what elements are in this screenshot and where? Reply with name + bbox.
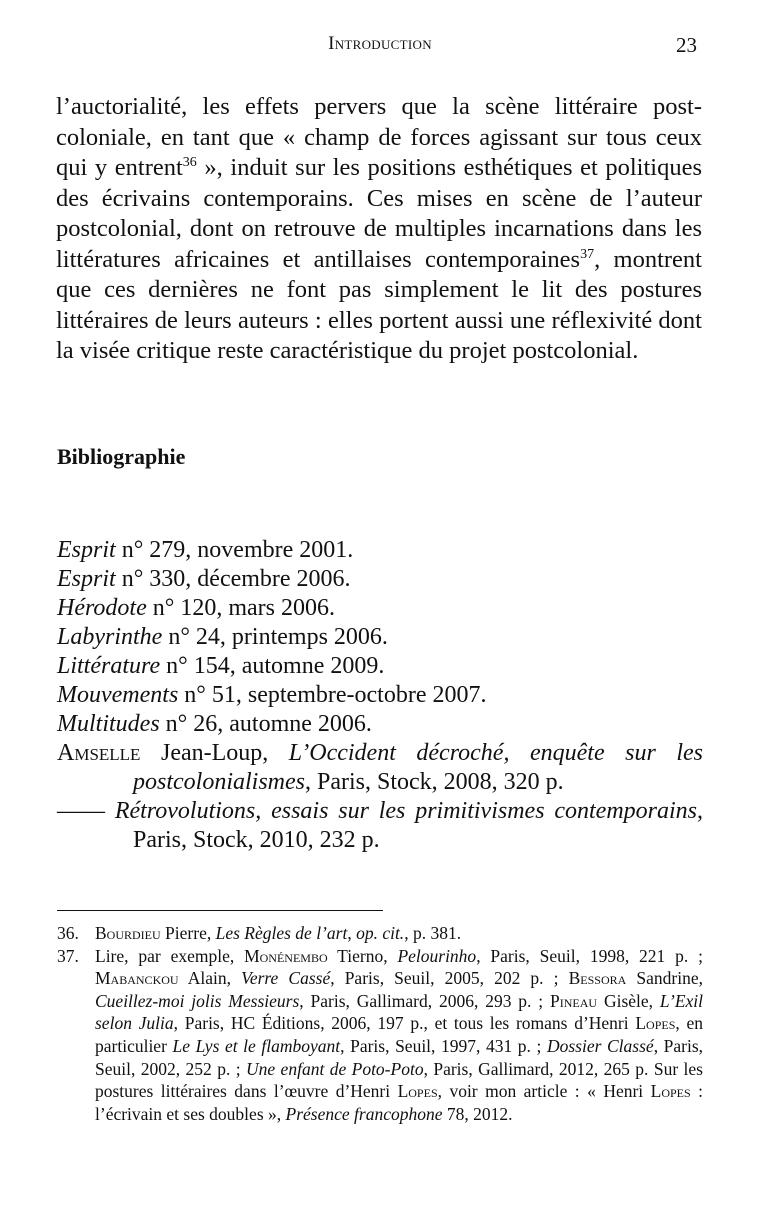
book-title: Le Lys et le flamboyant: [172, 1035, 341, 1056]
footnote-37: [57, 945, 703, 1126]
journal-detail: n° 330, décembre 2006.: [115, 566, 351, 592]
author-surname: Bessora: [568, 968, 627, 989]
running-header: [0, 33, 760, 61]
text: , Paris, Seuil, 2005, 202 p. ;: [330, 968, 569, 989]
bib-entry-amselle: [57, 739, 703, 797]
body-text-1: l’auctorialité, les effets pervers que la scène littéraire postcoloniale, en tant que « champ de forces agissant sur tous ceux qui y entrent: [56, 93, 702, 181]
body-paragraph: [56, 92, 702, 367]
book-title: Une enfant de Poto-Poto: [246, 1058, 424, 1079]
body-text-3: , montrent que ces dernières ne font pas simplement le lit des postures littéraires de leurs auteurs : elles portent aussi une réflexivité dont la visée critique reste caractéristique du projet postcolonial.: [56, 245, 702, 364]
text: , Paris, HC Éditions, 2006, 197 p., et tous les romans d’Henri: [173, 1013, 636, 1034]
bib-entry: [57, 652, 703, 681]
bib-entry: [57, 536, 703, 565]
footnote-number: 37.: [57, 945, 79, 966]
footnote-text: [95, 945, 703, 1126]
journal-detail: n° 279, novembre 2001.: [115, 537, 354, 563]
author-surname: Lopes: [397, 1081, 438, 1102]
book-title: Dossier Classé: [546, 1035, 654, 1056]
book-detail: , Paris, Stock, 2008, 320 p.: [305, 769, 564, 795]
bibliography-list: [57, 536, 703, 855]
body-text-2: », induit sur les positions esthétiques et politiques des écrivains contemporains. Ces mises en scène de l’auteur postcolonial, dont on retrouve de multiples incarnations dans les littératures africaines et antillaises contemporaines: [56, 154, 703, 273]
footnote-divider: [57, 910, 383, 911]
author-surname: Bourdieu: [95, 923, 161, 943]
journal-detail: n° 26, automne 2006.: [159, 711, 372, 737]
bib-entry: [57, 594, 703, 623]
book-detail: , Paris, Stock, 2010, 232 p.: [133, 798, 704, 853]
author-surname: Lopes: [650, 1081, 691, 1102]
journal-title: Esprit: [57, 537, 116, 563]
page-number: 23: [676, 33, 697, 57]
journal-title: Multitudes: [57, 711, 160, 737]
journal-detail: n° 154, automne 2009.: [160, 653, 385, 679]
text: Gisèle,: [597, 990, 660, 1011]
book-title: L’Exil selon Julia: [95, 990, 703, 1034]
author-surname: Lopes: [635, 1013, 676, 1034]
bib-entry: [57, 623, 703, 652]
book-title: Cueillez-moi jolis Messieurs: [95, 990, 300, 1011]
text: ,: [347, 923, 357, 943]
bib-entry-amselle-2: [57, 797, 703, 855]
op-cit: op. cit.: [356, 923, 405, 943]
text: , voir mon article : « Henri: [437, 1081, 651, 1102]
author-firstname: Jean-Loup,: [140, 740, 289, 766]
bib-entry: [57, 710, 703, 739]
journal-detail: n° 51, septembre-octobre 2007.: [178, 682, 487, 708]
text: Tierno,: [327, 945, 398, 966]
running-title: Introduction: [328, 33, 432, 54]
footnotes: [57, 922, 703, 1125]
text: 78, 2012.: [442, 1103, 513, 1124]
text: Alain,: [178, 968, 242, 989]
journal-title: Présence francophone: [285, 1103, 443, 1124]
footnote-36: [57, 922, 703, 945]
journal-title: Littérature: [57, 653, 161, 679]
author-surname: Mabanckou: [95, 968, 179, 989]
book-title: Verre Cassé: [241, 968, 331, 989]
footnote-ref-37[interactable]: 37: [580, 246, 595, 262]
footnote-text: [95, 922, 703, 945]
text: , Paris, Gallimard, 2006, 293 p. ;: [299, 990, 551, 1011]
journal-detail: n° 24, printemps 2006.: [162, 624, 388, 650]
author-surname: Pineau: [550, 990, 598, 1011]
book-title: Les Règles de l’art: [215, 923, 348, 943]
text: Sandrine,: [626, 968, 703, 989]
journal-title: Esprit: [57, 566, 116, 592]
journal-title: Mouvements: [57, 682, 179, 708]
book-title: L’Occident décroché, enquête sur les postcolonialismes: [133, 740, 703, 795]
footnote-ref-36[interactable]: 36: [182, 155, 197, 170]
journal-title: Hérodote: [57, 595, 147, 621]
text: Lire, par exemple,: [95, 945, 245, 966]
book-title: Pelourinho: [397, 945, 477, 966]
journal-detail: n° 120, mars 2006.: [146, 595, 336, 621]
bib-entry: [57, 565, 703, 594]
bibliography-heading: Bibliographie: [57, 444, 186, 469]
text: , Paris, Seuil, 1998, 221 p. ;: [476, 945, 703, 966]
text: , Paris, Seuil, 1997, 431 p. ;: [340, 1035, 547, 1056]
author-surname: Amselle: [57, 740, 141, 766]
bib-entry: [57, 681, 703, 710]
author-surname: Monénembo: [244, 945, 328, 966]
text: , en particulier: [95, 1013, 703, 1056]
text: , Paris, Seuil, 2002, 252 p. ;: [95, 1035, 704, 1079]
text: : l’écrivain et ses doubles »,: [95, 1081, 703, 1124]
text: , p. 381.: [404, 923, 462, 943]
book-title: Rétrovolutions, essais sur les primitivismes contemporains: [114, 798, 698, 824]
journal-title: Labyrinthe: [57, 624, 163, 650]
text: , Paris, Gallimard, 2012, 265 p. Sur les postures littéraires dans l’œuvre d’Henri: [95, 1058, 703, 1102]
text: Pierre,: [160, 923, 216, 943]
repeat-author-dash: ——: [57, 798, 105, 824]
footnote-number: 36.: [57, 923, 79, 943]
